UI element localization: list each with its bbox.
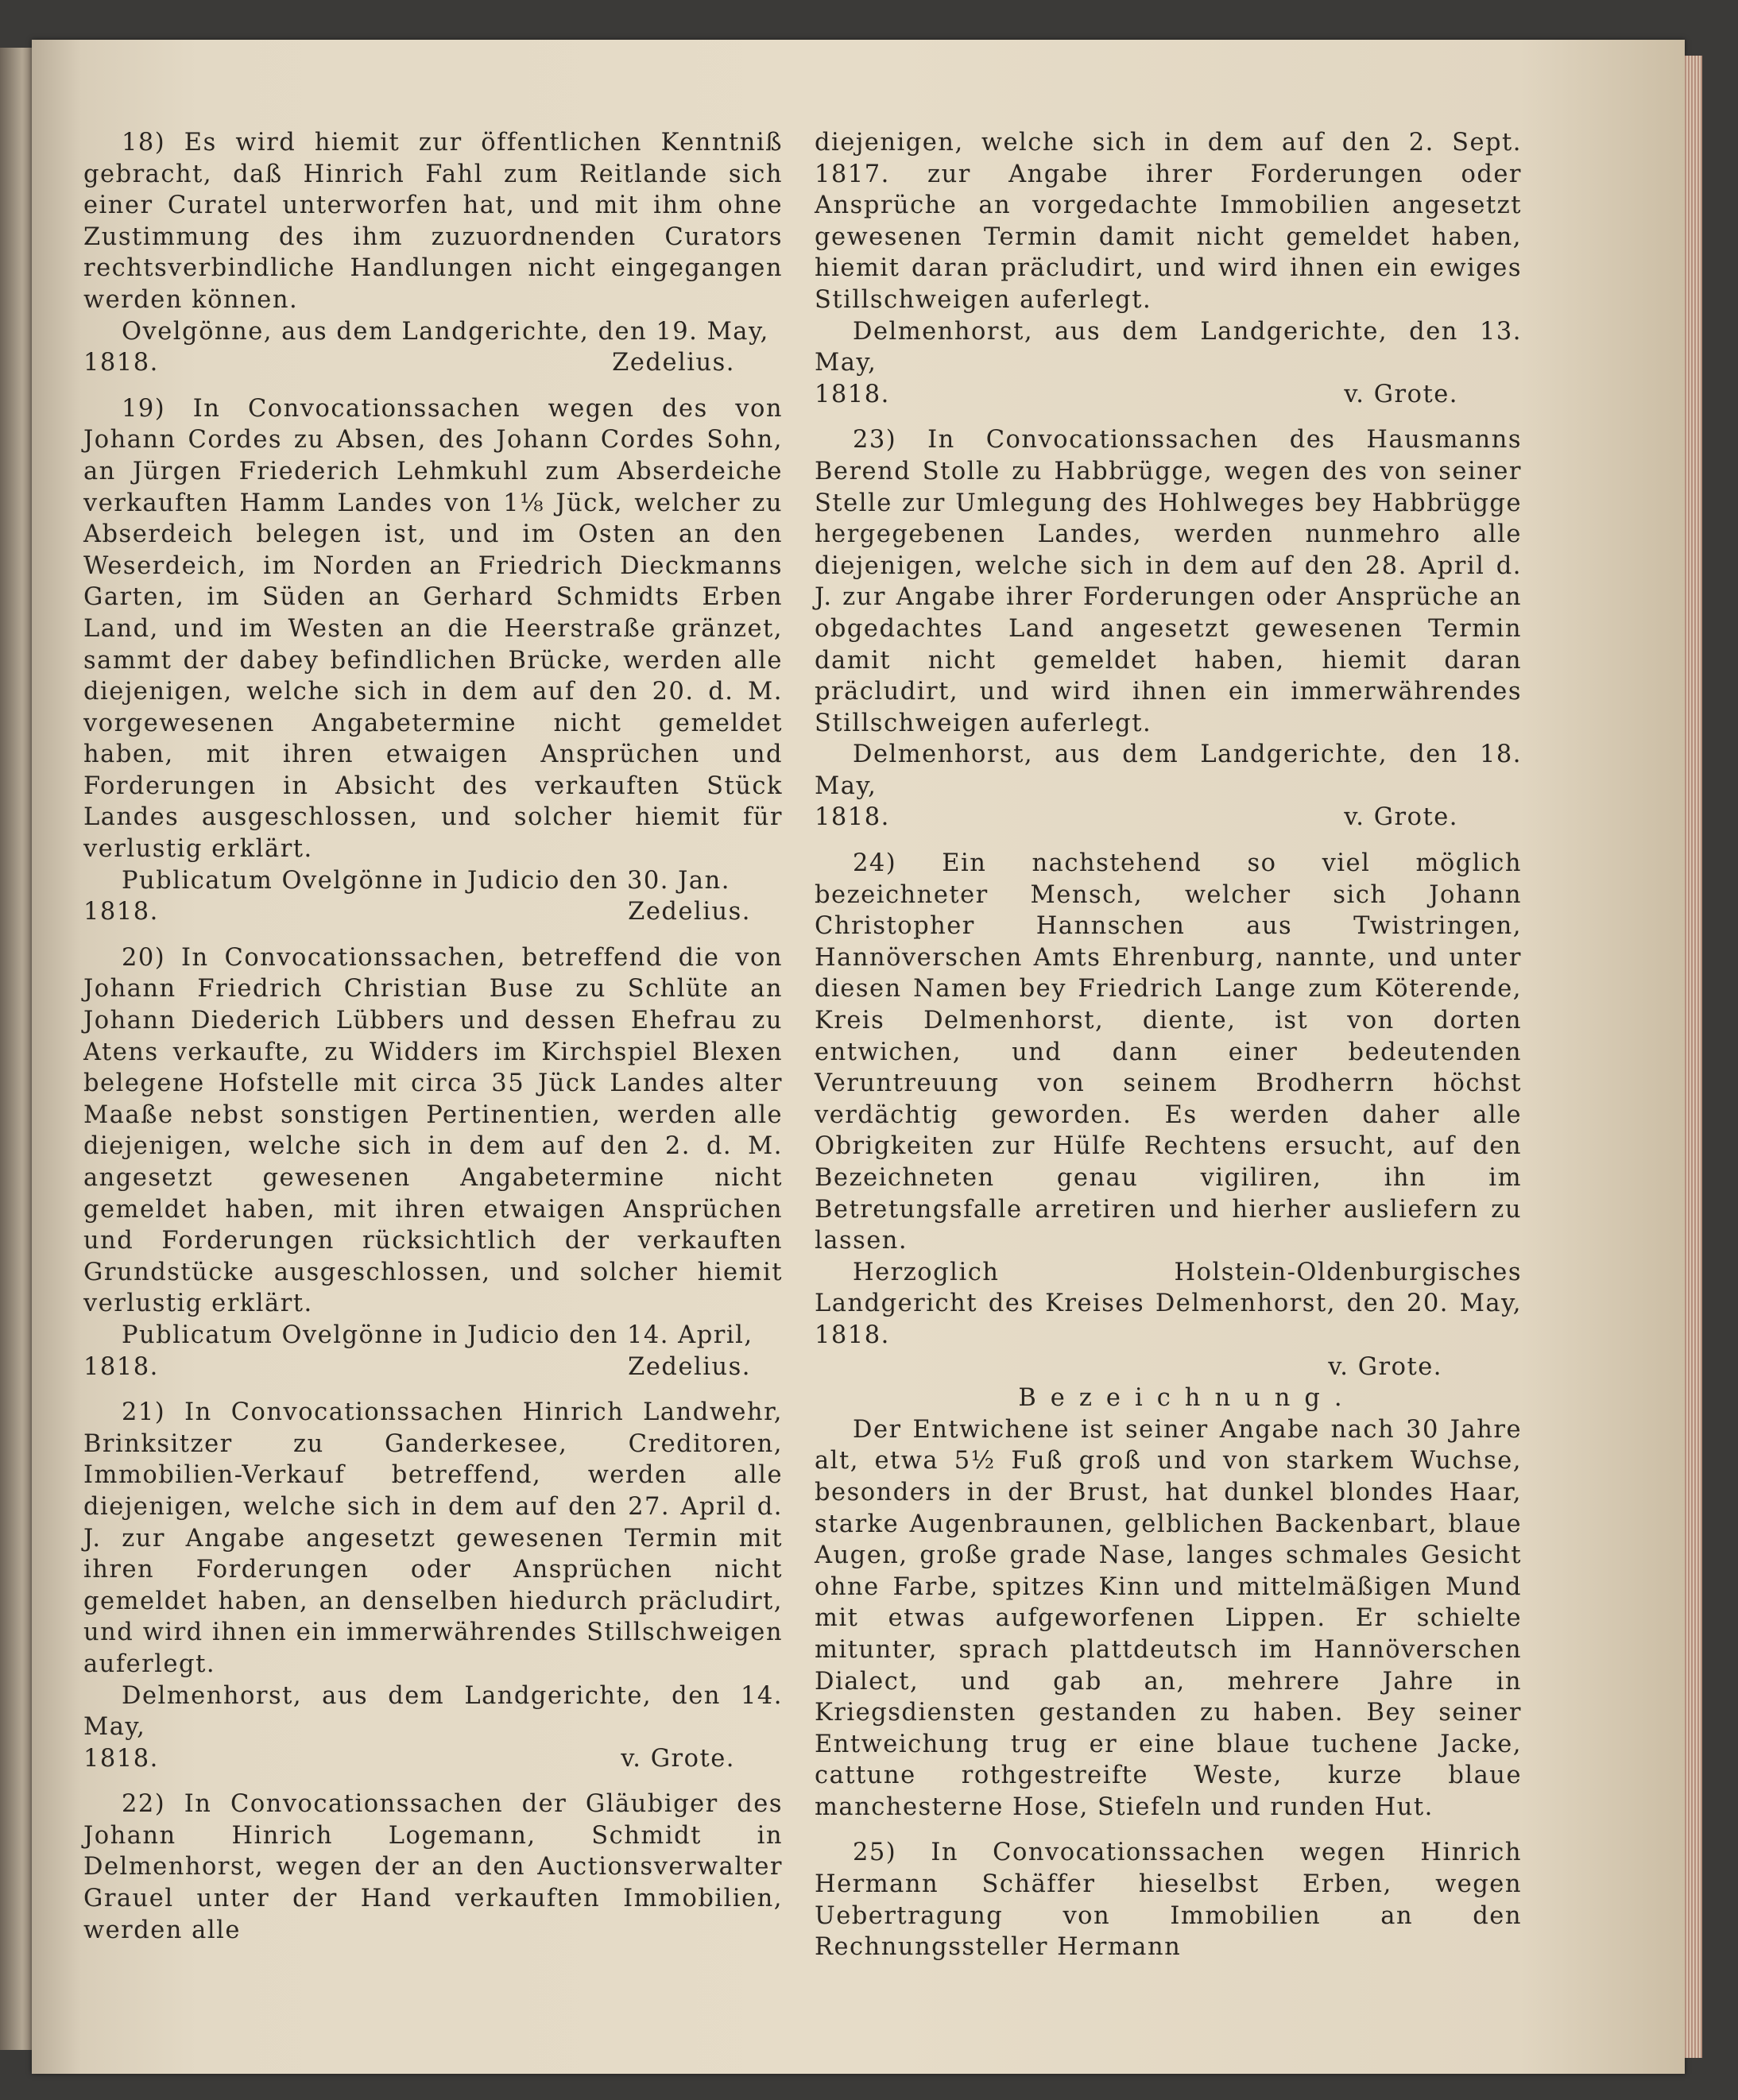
notice-text: 23) In Convocationssachen des Hausmanns Berend Stolle zu Habbrügge, wegen des von seiner Stelle zur Umlegung des Hohlweges bey Habbrügge hergegebenen Landes, werden nunmehro alle diejenigen, welche sich in dem auf den 28. April d. J. zur Angabe ihrer Forderungen oder Ansprüche an obgedachtes Land angesetzt gewesenen Termin damit nicht gemeldet haben, hiemit daran präcludirt, und wird ihnen ein immerwährendes Stillschweigen auferlegt. — [815, 426, 1522, 737]
notice-18 — [83, 127, 783, 379]
notice-year: 1818. — [83, 349, 159, 377]
notice-year: 1818. — [815, 803, 890, 832]
notice-25 — [815, 1837, 1522, 1963]
notice-year: 1818. — [83, 898, 159, 926]
description-text: Der Entwichene ist seiner Angabe nach 30 Jahre alt, etwa 5½ Fuß groß und von starkem Wuchse, besonders in der Brust, hat dunkel blondes Haar, starke Augenbraunen, gelblichen Backenbart, blaue Augen, große grade Nase, langes schmales Gesicht ohne Farbe, spitzes Kinn und mittelmäßigen Mund mit etwas aufgeworfenen Lippen. Er schielte mitunter, sprach plattdeutsch im Hannöverschen Dialect, und gab an, mehrere Jahre in Kriegsdiensten gestanden zu haben. Bey seiner Entweichung trug er eine blaue tuchene Jacke, cattune rothgestreifte Weste, kurze blaue manchesterne Hose, Stiefeln und runden Hut. — [815, 1415, 1522, 1821]
notice-22 — [83, 1789, 783, 1946]
notice-19 — [83, 393, 783, 928]
notice-21 — [83, 1397, 783, 1774]
notice-text: 24) Ein nachstehend so viel möglich bezeichneter Mensch, welcher sich Johann Christopher Hannschen aus Twistringen, Hannöverschen Amts Ehrenburg, nannte, und unter diesen Namen bey Friedrich Lange zum Köterende, Kreis Delmenhorst, diente, ist von dorten entwichen, und dann einer bedeutenden Veruntreuung von seinem Brodherrn höchst verdächtig geworden. Es werden daher alle Obrigkeiten zur Hülfe Rechtens ersucht, auf den Bezeichneten genau vigiliren, ihn im Betretungsfalle arretiren und hierher ausliefern zu lassen. — [815, 849, 1522, 1255]
notice-year: 1818. — [815, 380, 890, 408]
page-stack-edge — [1685, 56, 1702, 2058]
notice-text: 19) In Convocationssachen wegen des von Johann Cordes zu Absen, des Johann Cordes Sohn, an Jürgen Friederich Lehmkuhl zum Abserdeiche verkauften Hamm Landes von 1⅛ Jück, welcher zu Abserdeich belegen ist, und im Osten an den Weserdeich, im Norden an Friedrich Dieckmanns Garten, im Süden an Gerhard Schmidts Erben Land, und im Westen an die Heerstraße gränzet, sammt der dabey befindlichen Brücke, werden alle diejenigen, welche sich in dem auf den 20. d. M. vorgewesenen Angabetermine nicht gemeldet haben, mit ihren etwaigen Ansprüchen und Forderungen in Absicht des verkauften Stück Landes ausgeschlossen, und solcher hiemit für verlustig erklärt. — [83, 394, 783, 864]
court-line: Herzoglich Holstein-Oldenburgisches Landgericht des Kreises Delmenhorst, den 20. May, 1818. — [815, 1258, 1522, 1349]
previous-page-edge — [0, 48, 32, 2050]
notice-24 — [815, 848, 1522, 1823]
notice-text: 25) In Convocationssachen wegen Hinrich Hermann Schäffer hieselbst Erben, wegen Uebertragung von Immobilien an den Rechnungssteller Hermann — [815, 1839, 1522, 1962]
notice-signature: v. Grote. — [1344, 380, 1458, 408]
notice-place-date: Delmenhorst, aus dem Landgerichte, den 13. May, — [815, 317, 1522, 377]
notice-place-date: Delmenhorst, aus dem Landgerichte, den 18. May, — [815, 741, 1522, 800]
notice-signature: Zedelius. — [628, 898, 751, 926]
notice-place-date: Publicatum Ovelgönne in Judicio den 14. April, — [122, 1321, 753, 1349]
notice-year: 1818. — [83, 1744, 159, 1773]
notice-22-continued — [815, 127, 1522, 410]
notice-signature: v. Grote. — [1328, 1352, 1442, 1381]
notice-text: 21) In Convocationssachen Hinrich Landwehr, Brinksitzer zu Ganderkesee, Creditoren, Immobilien-Verkauf betreffend, werden alle diejenigen, welche sich in dem auf den 27. April d. J. zur Angabe angesetzt gewesenen Termin mit ihren Forderungen oder Ansprüchen nicht gemeldet haben, an denselben hiedurch präcludirt, und wird ihnen ein immerwährendes Stillschweigen auferlegt. — [83, 1398, 783, 1678]
notice-place-date: Delmenhorst, aus dem Landgerichte, den 14. May, — [83, 1681, 783, 1742]
right-column — [815, 127, 1522, 1978]
notice-year: 1818. — [83, 1352, 159, 1381]
description-heading: Bezeichnung. — [1018, 1384, 1357, 1413]
notice-place-date: Ovelgönne, aus dem Landgerichte, den 19. May, — [122, 317, 769, 346]
notice-signature: Zedelius. — [628, 1352, 751, 1381]
notice-23 — [815, 424, 1522, 833]
notice-text: 20) In Convocationssachen, betreffend die von Johann Friedrich Christian Buse zu Schlüte an Johann Diederich Lübbers und dessen Ehefrau zu Atens verkaufte, zu Widders im Kirchspiel Blexen belegene Hofstelle mit circa 35 Jück Landes alter Maaße nebst sonstigen Pertinentien, werden alle diejenigen, welche sich in dem auf den 2. d. M. angesetzt gewesenen Angabetermine nicht gemeldet haben, mit ihren etwaigen Ansprüchen und Forderungen rücksichtlich der verkauften Grundstücke ausgeschlossen, und solcher hiemit verlustig erklärt. — [83, 943, 783, 1318]
notice-place-date: Publicatum Ovelgönne in Judicio den 30. Jan. — [122, 866, 730, 895]
notice-text: 18) Es wird hiemit zur öffentlichen Kenntniß gebracht, daß Hinrich Fahl zum Reitlande sich einer Curatel unterworfen hat, und mit ihm ohne Zustimmung des ihm zuzuordnenden Curators rechtsverbindliche Handlungen nicht eingegangen werden können. — [83, 129, 783, 314]
notice-20 — [83, 942, 783, 1383]
notice-text: diejenigen, welche sich in dem auf den 2. Sept. 1817. zur Angabe ihrer Forderungen oder Ansprüche an vorgedachte Immobilien angesetzt gewesenen Termin damit nicht gemeldet haben, hiemit daran präcludirt, und wird ihnen ein ewiges Stillschweigen auferlegt. — [815, 129, 1522, 314]
notice-signature: Zedelius. — [612, 349, 735, 377]
notice-signature: v. Grote. — [1344, 803, 1458, 832]
notice-text: 22) In Convocationssachen der Gläubiger des Johann Hinrich Logemann, Schmidt in Delmenhorst, wegen der an den Auctionsverwalter Grauel unter der Hand verkauften Immobilien, werden alle — [83, 1790, 783, 1944]
left-column — [83, 127, 783, 1960]
notice-signature: v. Grote. — [621, 1744, 735, 1773]
